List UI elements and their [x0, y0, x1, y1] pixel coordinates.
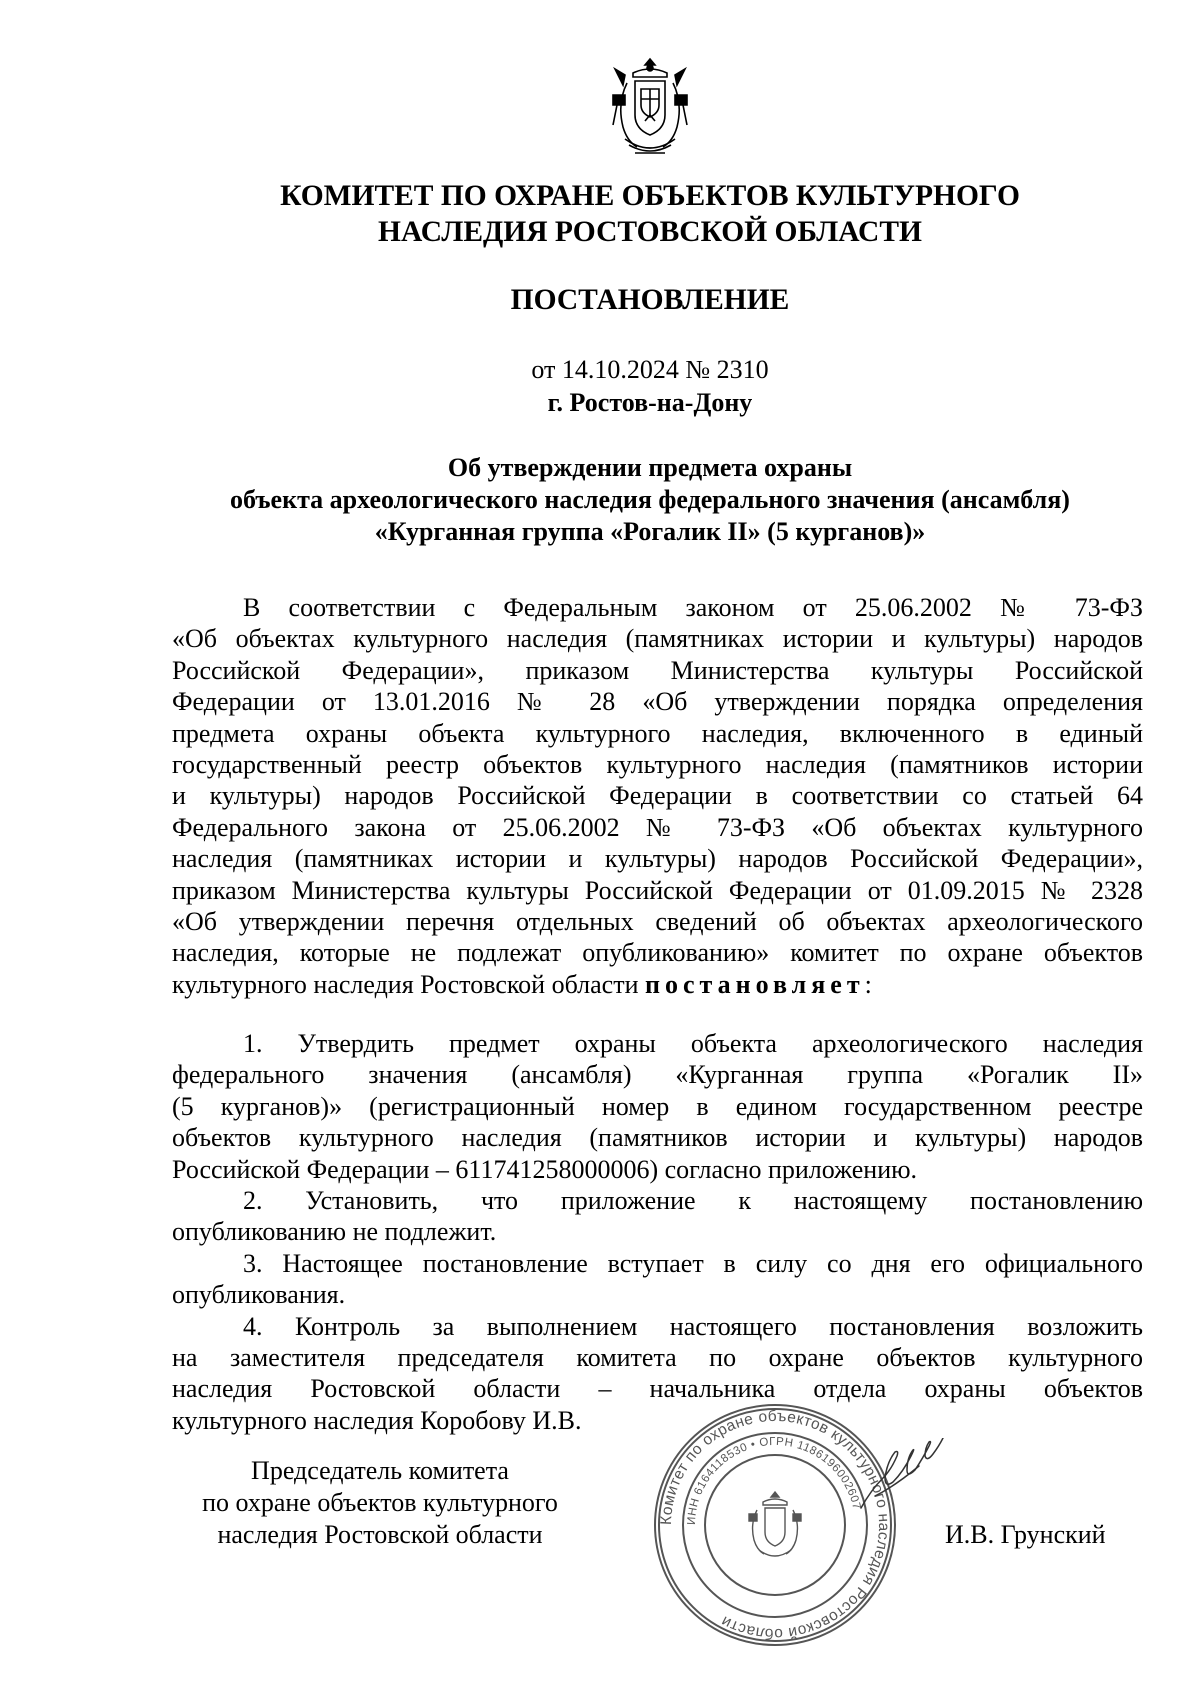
preamble-line: Федерального закона от 25.06.2002 № 73-ФЗ «Об объектах культурного	[172, 812, 1143, 842]
document-type: ПОСТАНОВЛЕНИЕ	[510, 284, 790, 316]
item-2-line: опубликованию не подлежит.	[172, 1217, 497, 1247]
preamble-line: государственный реестр объектов культурного наследия (памятников истории	[172, 749, 1143, 779]
preamble-last-line-start: культурного наследия Ростовской области	[172, 969, 639, 999]
preamble-line: наследия (памятниках истории и культуры) народов Российской Федерации»,	[172, 844, 1143, 874]
signer-title-line-2: по охране объектов культурного	[202, 1488, 558, 1517]
preamble-line: приказом Министерства культуры Российской Федерации от 01.09.2015 № 2328	[172, 875, 1143, 905]
coat-of-arms-icon	[605, 55, 695, 165]
preamble-paragraph	[172, 592, 1143, 1000]
city: г. Ростов-на-Дону	[547, 388, 753, 417]
item-1-line: (5 курганов)» (регистрационный номер в едином государственном реестре	[172, 1091, 1143, 1121]
preamble-line: предмета охраны объекта культурного наследия, включенного в единый	[172, 718, 1143, 748]
item-3-line: 3. Настоящее постановление вступает в силу со дня его официального	[243, 1248, 1143, 1278]
item-1-line: федерального значения (ансамбля) «Курганная группа «Рогалик II»	[172, 1060, 1143, 1090]
org-name-line-2: НАСЛЕДИЯ РОСТОВСКОЙ ОБЛАСТИ	[378, 216, 922, 248]
item-2-line: 2. Установить, что приложение к настоящему постановлению	[243, 1185, 1143, 1215]
subject-line-3: «Курганная группа «Рогалик II» (5 курганов)»	[374, 517, 926, 546]
item-4-line: культурного наследия Коробову И.В.	[172, 1405, 582, 1435]
svg-text:ИНН 6164118530 • ОГРН 11861960	[686, 1436, 863, 1525]
preamble-line: и культуры) народов Российской Федерации в соответствии со статьей 64	[172, 781, 1143, 811]
org-name-line-1: КОМИТЕТ ПО ОХРАНЕ ОБЪЕКТОВ КУЛЬТУРНОГО	[280, 180, 1020, 212]
preamble-last-line-end: :	[864, 969, 872, 999]
signer-title-line-3: наследия Ростовской области	[217, 1520, 543, 1549]
preamble-line: наследия, которые не подлежат опубликованию» комитет по охране объектов	[172, 938, 1143, 968]
preamble-last-line	[172, 969, 1143, 1000]
item-1-line: 1. Утвердить предмет охраны объекта археологического наследия	[243, 1029, 1143, 1058]
item-4-line: 4. Контроль за выполнением настоящего постановления возложить	[243, 1311, 1143, 1341]
subject-line-2: объекта археологического наследия федерального значения (ансамбля)	[230, 485, 1070, 514]
preamble-line: «Об утверждении перечня отдельных сведений об объектах археологического	[172, 906, 1143, 936]
subject-line-1: Об утверждении предмета охраны	[447, 453, 853, 482]
preamble-line: В соответствии с Федеральным законом от 25.06.2002 № 73-ФЗ	[243, 593, 1143, 622]
item-4-line: на заместителя председателя комитета по охране объектов культурного	[172, 1342, 1143, 1372]
resolves-word: постановляет	[645, 969, 865, 999]
preamble-line: Федерации от 13.01.2016 № 28 «Об утверждении порядка определения	[172, 687, 1143, 717]
preamble-line: Российской Федерации», приказом Министерства культуры Российской	[172, 655, 1143, 685]
seal-inner-text: ИНН 6164118530 • ОГРН 1186196002607	[685, 1435, 863, 1526]
seal-outer-text: Комитет по охране объектов культурного наследия Ростовской области	[657, 1407, 893, 1643]
handwritten-signature-icon	[855, 1438, 950, 1518]
item-1-line: Российской Федерации – 611741258000006) согласно приложению.	[172, 1154, 918, 1184]
item-3-line: опубликования.	[172, 1280, 346, 1310]
items-list	[172, 1028, 1143, 1436]
item-4-line: наследия Ростовской области – начальника отдела охраны объектов	[172, 1374, 1143, 1404]
preamble-line: «Об объектах культурного наследия (памятниках истории и культуры) народов	[172, 624, 1143, 654]
signer-name: И.В. Грунский	[945, 1520, 1106, 1549]
date-number: от 14.10.2024 № 2310	[531, 355, 769, 384]
item-1-line: объектов культурного наследия (памятников истории и культуры) народов	[172, 1123, 1143, 1153]
signer-title-line-1: Председатель комитета	[251, 1456, 509, 1485]
